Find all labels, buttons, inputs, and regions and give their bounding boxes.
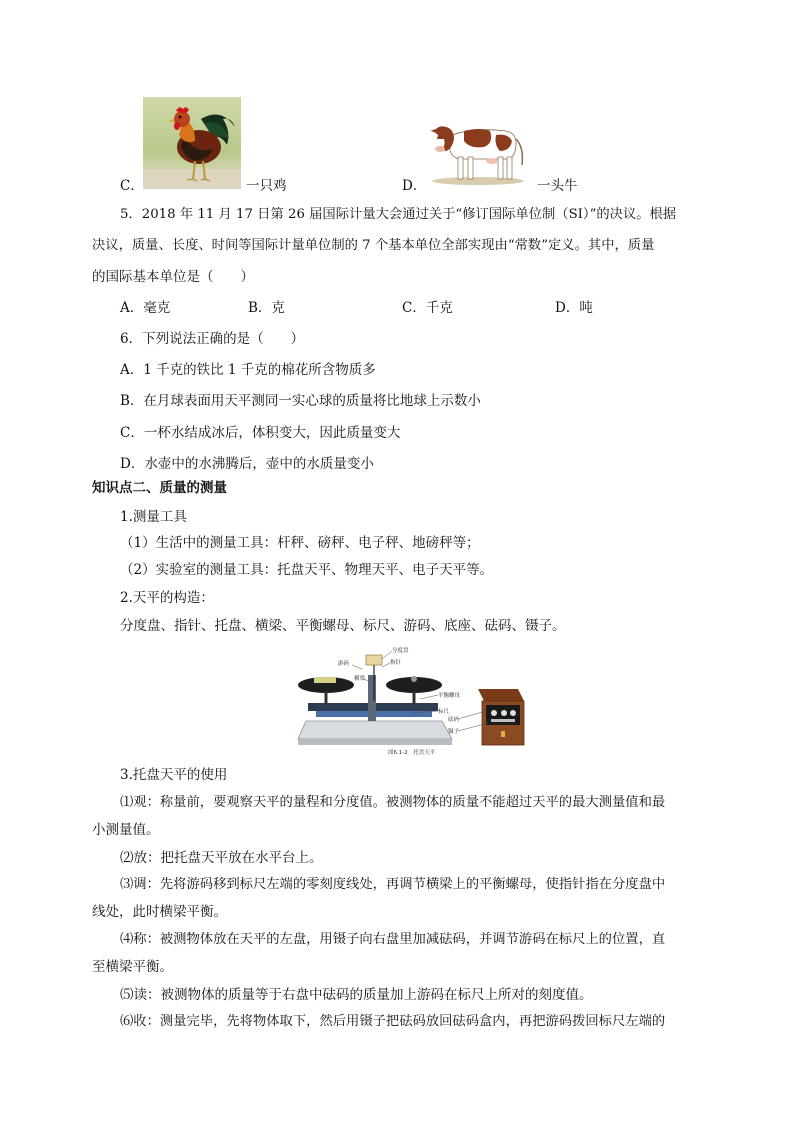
q4-option-c-text: 一只鸡	[246, 178, 287, 194]
q6-option-b: B．在月球表面用天平测同一实心球的质量将比地球上示数小	[120, 393, 481, 409]
usage-step-1-line-1: ⑴观：称量前，要观察天平的量程和分度值。被测物体的质量不能超过天平的最大测量值和最	[120, 795, 666, 810]
label-rider: 游码	[338, 661, 350, 667]
usage-step-3-line-1: ⑶调：先将游码移到标尺左端的零刻度线处，再调节横梁上的平衡螺母，使指针指在分度盘中	[120, 877, 666, 892]
usage-step-4-line-1: ⑷称：被测物体放在天平的左盘，用镊子向右盘里加减砝码，并调节游码在标尺上的位置，直	[120, 932, 666, 947]
q6-option-d: D．水壶中的水沸腾后，壶中的水质量变小	[120, 456, 374, 472]
usage-step-4-line-2: 至横梁平衡。	[92, 959, 173, 975]
usage-step-3-line-2: 线处，此时横梁平衡。	[92, 904, 227, 920]
section-heading: 知识点二、质量的测量	[92, 480, 227, 496]
label-tweezers: 镊子	[448, 729, 460, 735]
label-nut: 平衡螺母	[438, 693, 461, 699]
label-dial: 分度盘	[392, 648, 409, 654]
label-scale: 标尺	[438, 709, 450, 715]
q4-option-c-letter: C．	[120, 178, 144, 194]
cow-image	[424, 117, 532, 187]
q5-stem-line-3: 的国际基本单位是（ ）	[92, 269, 254, 285]
label-weights: 砝码	[448, 717, 460, 723]
tray-balance-figure	[292, 643, 530, 757]
usage-step-6-line-1: ⑹收：测量完毕，先将物体取下，然后用镊子把砝码放回砝码盒内，再把游码拨回标尺左端的	[120, 1014, 666, 1029]
usage-step-2: ⑵放：把托盘天平放在水平台上。	[120, 850, 323, 866]
tools-item-1: （1）生活中的测量工具：杆秤、磅秤、电子秤、地磅秤等；	[120, 535, 480, 551]
structure-title: 2.天平的构造：	[120, 590, 214, 606]
q6-option-a: A．1 千克的铁比 1 千克的棉花所含物质多	[120, 362, 376, 378]
q5-stem-line-2: 决议，质量、长度、时间等国际计量单位制的 7 个基本单位全部实现由“常数”定义。其中，质量	[92, 238, 655, 253]
label-pointer: 指针	[390, 660, 402, 666]
usage-step-5: ⑸读：被测物体的质量等于右盘中砝码的质量加上游码在标尺上所对的刻度值。	[120, 987, 593, 1003]
q5-option-a: A．毫克	[120, 300, 171, 316]
q5-option-b: B．克	[248, 300, 285, 316]
usage-title: 3.托盘天平的使用	[120, 767, 228, 783]
figure-caption: 图6.1-2 托盘天平	[388, 750, 436, 756]
q4-option-d-letter: D．	[402, 178, 427, 194]
tools-title: 1.测量工具	[120, 509, 187, 525]
usage-step-1-line-2: 小测量值。	[92, 822, 160, 838]
tools-item-2: （2）实验室的测量工具：托盘天平、物理天平、电子天平等。	[120, 562, 494, 578]
structure-list: 分度盘、指针、托盘、横梁、平衡螺母、标尺、游码、底座、砝码、镊子。	[120, 618, 566, 634]
label-beam: 横梁	[354, 676, 366, 682]
rooster-image	[143, 97, 241, 189]
q5-option-d: D．吨	[555, 300, 593, 316]
q5-stem-line-1: 5．2018 年 11 月 17 日第 26 届国际计量大会通过关于“修订国际单位制（SI）”的决议。根据	[120, 207, 677, 222]
q5-option-c: C．千克	[402, 300, 453, 316]
q6-option-c: C．一杯水结成冰后，体积变大，因此质量变大	[120, 425, 401, 441]
q6-stem: 6．下列说法正确的是（ ）	[120, 331, 305, 347]
q4-option-d-text: 一头牛	[537, 178, 578, 194]
